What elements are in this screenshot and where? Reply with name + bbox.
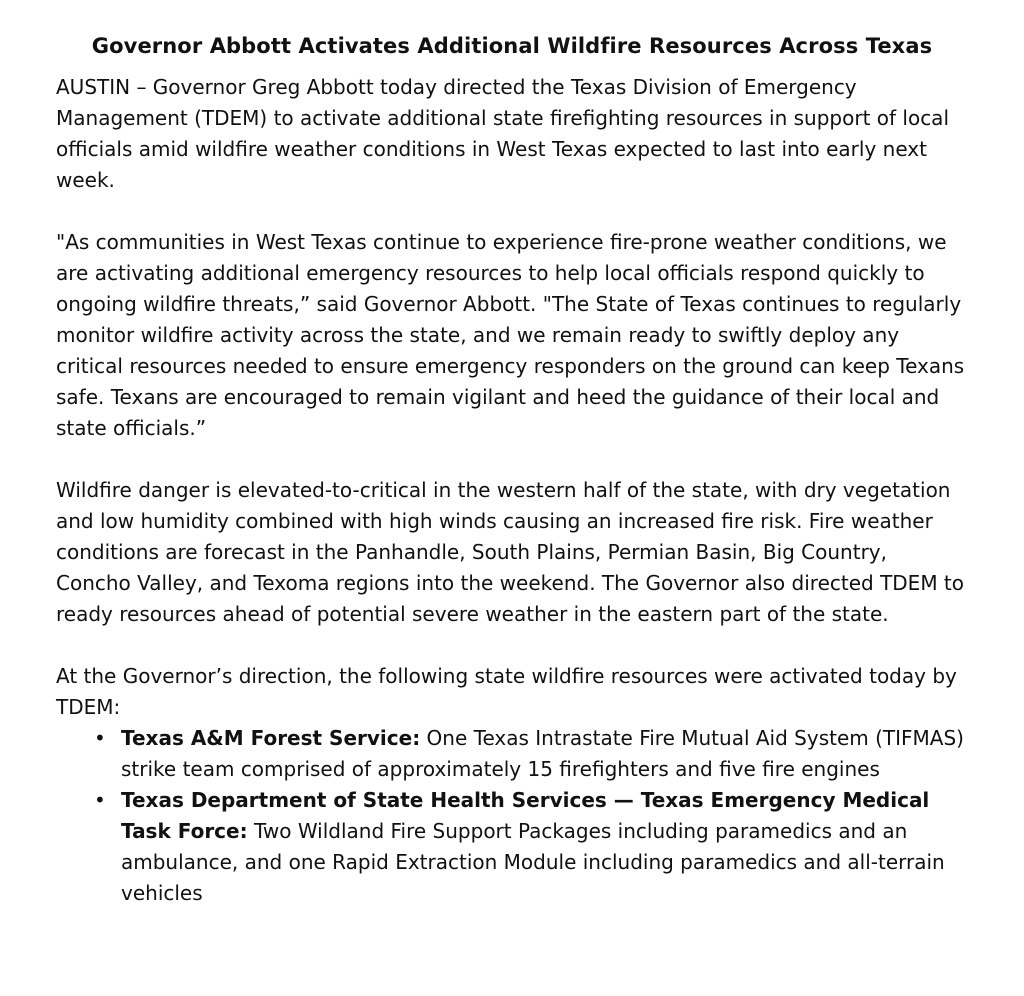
paragraph-spacer [56, 196, 968, 227]
list-item [94, 723, 968, 785]
list-item [94, 785, 968, 909]
page-title: Governor Abbott Activates Additional Wildfire Resources Across Texas [91, 34, 933, 58]
resource-label: Texas A&M Forest Service: [121, 726, 421, 750]
paragraph-danger: Wildfire danger is elevated-to-critical in the western half of the state, with dry vegetation and low humidity combined with high winds causing an increased fire risk. Fire weather conditions are forecast in the Panhandle, South Plains, Permian Basin, Big Country, Concho Valley, and Texoma regions into the weekend. The Governor also directed TDEM to ready resources ahead of potential severe weather in the eastern part of the state. [56, 478, 965, 626]
resource-description: One Texas Intrastate Fire Mutual Aid System (TIFMAS) strike team comprised of approximately 15 firefighters and five fire engines [121, 726, 964, 781]
paragraph-spacer [56, 444, 968, 475]
resource-description: Two Wildland Fire Support Packages including paramedics and an ambulance, and one Rapid Extraction Module including paramedics and all-terrain vehicles [121, 819, 945, 905]
paragraph-resources-intro: At the Governor’s direction, the following state wildfire resources were activated today by TDEM: [56, 664, 957, 719]
paragraph-quote: "As communities in West Texas continue to experience fire-prone weather conditions, we are activating additional emergency resources to help local officials respond quickly to ongoing wildfire threats,” said Governor Abbott. "The State of Texas continues to regularly monitor wildfire activity across the state, and we remain ready to swiftly deploy any critical resources needed to ensure emergency responders on the ground can keep Texans safe. Texans are encouraged to remain vigilant and heed the guidance of their local and state officials.” [56, 230, 965, 440]
paragraph-intro: AUSTIN – Governor Greg Abbott today directed the Texas Division of Emergency Management (TDEM) to activate additional state firefighting resources in support of local officials amid wildfire weather conditions in West Texas expected to last into early next week. [56, 75, 949, 192]
bullet-icon: • [94, 788, 106, 812]
bullet-icon: • [94, 726, 106, 750]
paragraph-spacer [56, 630, 968, 661]
resources-list [56, 723, 968, 909]
resource-label: Texas Department of State Health Services — Texas Emergency Medical Task Force: [121, 788, 930, 843]
